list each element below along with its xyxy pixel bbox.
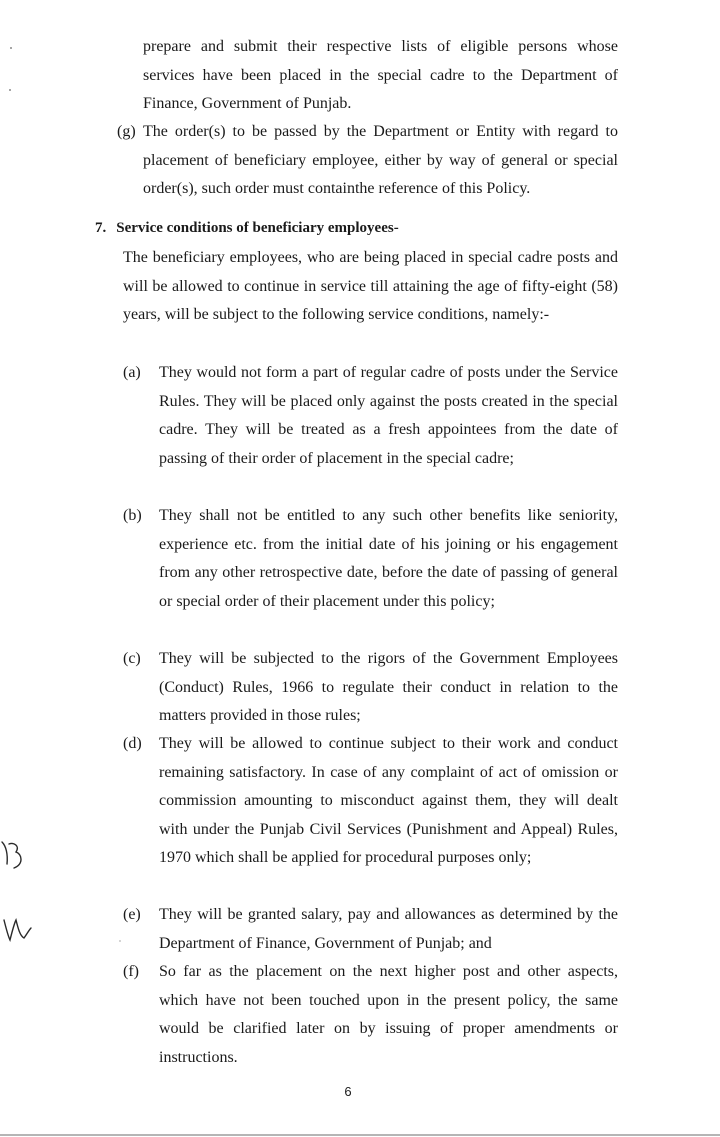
condition-label: (e) <box>123 906 141 923</box>
continuation-paragraph: prepare and submit their respective lists of eligible persons whose services have been placed in the special cadre to the Department of Finance, Government of Punjab. <box>143 38 618 113</box>
condition-text: They will be allowed to continue subject to their work and conduct remaining satisfactory. In case of any complaint of act of omission or commission amounting to misconduct against them, they will dealt with under the Punjab Civil Services (Punishment and Appeal) Rules, 1970 which shall be applied for procedural purposes only; <box>159 735 618 867</box>
condition-label: (d) <box>123 735 142 752</box>
condition-label: (c) <box>123 650 141 667</box>
clause-text: The order(s) to be passed by the Department or Entity with regard to placement of beneficiary employee, either by way of general or special order(s), such order must containthe reference of this Policy. <box>143 123 618 198</box>
condition-label: (f) <box>123 963 139 980</box>
section-intro: The beneficiary employees, who are being placed in special cadre posts and will be allowed to continue in service till attaining the age of fifty-eight (58) years, will be subject to the following service conditions, namely:- <box>123 249 618 324</box>
condition-text: They will be subjected to the rigors of the Government Employees (Conduct) Rules, 1966 to regulate their conduct in relation to the matters provided in those rules; <box>159 650 618 725</box>
condition-label: (a) <box>123 364 141 381</box>
scan-speck <box>119 940 121 942</box>
scan-speck <box>9 89 11 91</box>
page-bottom-edge <box>0 1134 720 1136</box>
scan-speck <box>10 47 12 49</box>
condition-text: They shall not be entitled to any such other benefits like seniority, experience etc. from the initial date of his joining or his engagement from any other retrospective date, before the date of passing of general or special order of their placement under this policy; <box>159 507 618 610</box>
condition-text: They will be granted salary, pay and allowances as determined by the Department of Finance, Government of Punjab; and <box>159 906 618 952</box>
clause-label: (g) <box>117 123 136 140</box>
handwritten-initial-mark <box>0 836 34 876</box>
section-title: Service conditions of beneficiary employees- <box>116 220 399 236</box>
condition-label: (b) <box>123 507 142 524</box>
section-heading <box>95 214 399 242</box>
condition-text: So far as the placement on the next higher post and other aspects, which have not been touched upon in the present policy, the same would be clarified later on by issuing of proper amendments or instructions. <box>159 963 618 1066</box>
handwritten-signature-mark <box>0 912 34 952</box>
section-number: 7. <box>95 220 107 236</box>
page-number: 6 <box>344 1084 352 1099</box>
condition-text: They would not form a part of regular cadre of posts under the Service Rules. They will be placed only against the posts created in the special cadre. They will be treated as a fresh appointees from the date of passing of their order of placement in the special cadre; <box>159 364 618 467</box>
